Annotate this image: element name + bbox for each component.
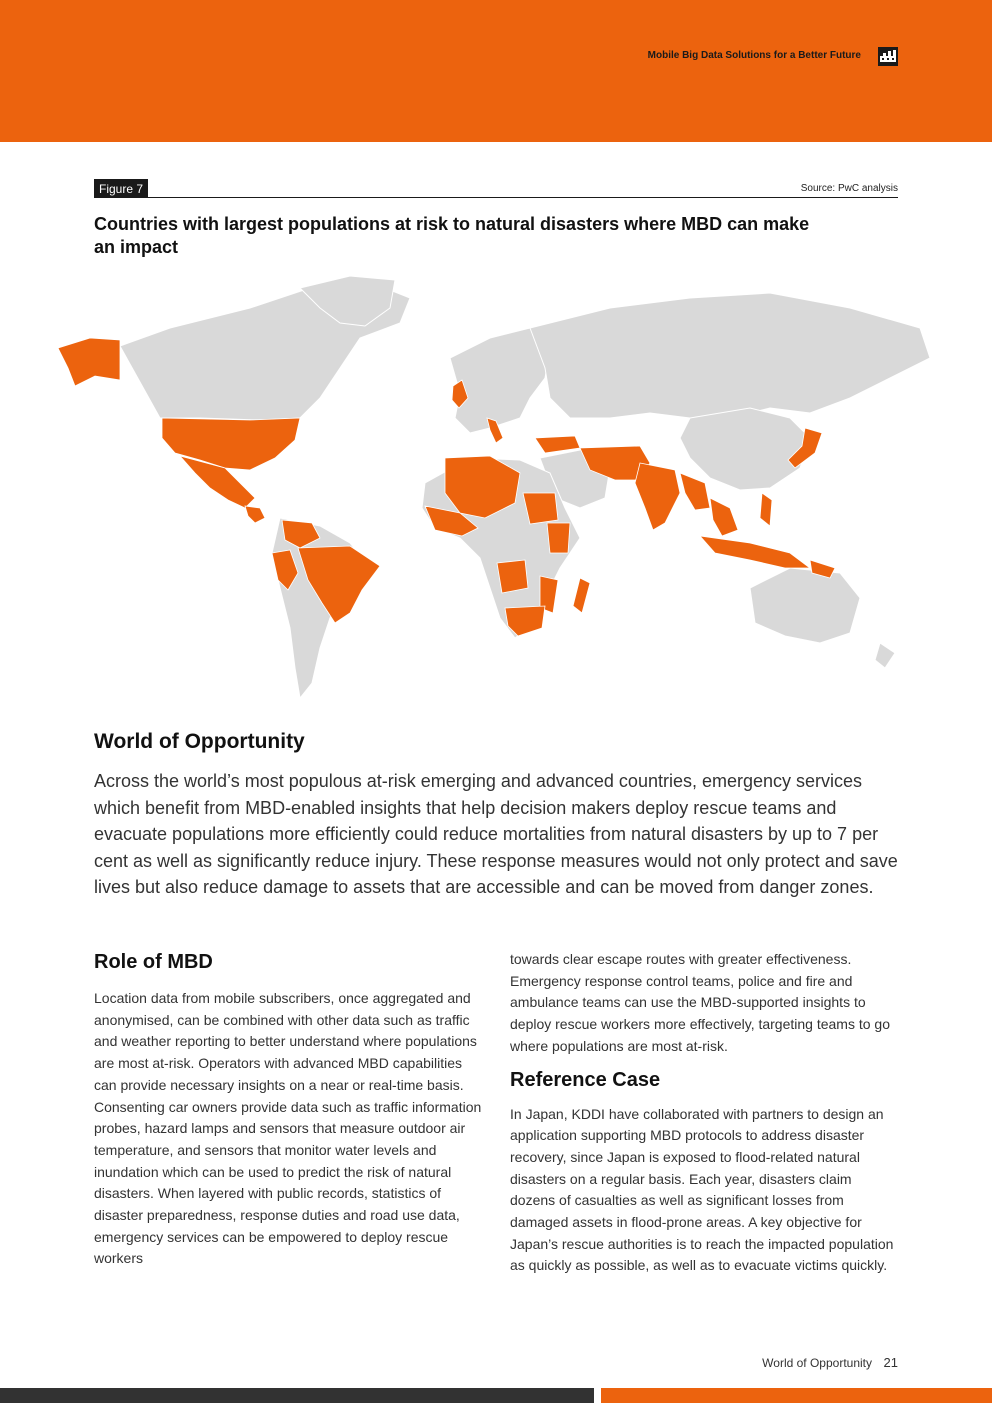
footer-bar-dark [0,1388,594,1403]
map-philippines [760,493,772,526]
map-ethiopia-kenya [547,523,570,553]
header-band [0,0,992,142]
page-number: 21 [883,1355,898,1370]
figure-title: Countries with largest populations at risk to natural disasters where MBD can make an impact [94,214,810,257]
footer-bar-orange [601,1388,992,1403]
map-new-zealand [875,643,895,668]
reference-body: In Japan, KDDI have collaborated with partners to design an application supporting MBD protocols to address disaster recovery, since Japan is exposed to flood-related natural disasters on a regular basis. Each year, disasters claim dozens of casualties as well as significant losses from damaged assets in flood-prone areas. A key objective for Japan’s rescue authorities is to reach the impacted population as quickly as possible, as well as to evacuate victims quickly. [510,1105,894,1274]
map-russia [530,293,930,418]
map-europe [450,328,550,433]
role-column [94,950,484,1270]
map-southeast-asia [710,498,738,536]
right-column [510,949,900,1277]
map-australia [750,568,860,643]
figure-tag: Figure 7 [94,179,148,198]
map-indonesia [700,536,810,568]
header-title: Mobile Big Data Solutions for a Better Future [647,50,861,61]
map-bangladesh-myanmar [680,473,710,510]
world-heading: World of Opportunity [94,730,305,753]
role-heading: Role of MBD [94,951,213,973]
figure-rule [94,197,898,198]
reference-heading: Reference Case [510,1068,661,1091]
world-lead: Across the world’s most populous at-risk emerging and advanced countries, emergency services which benefit from MBD-enabled insights that help decision makers deploy rescue teams and evacuate populations more efficiently could reduce mortalities from natural disasters by up to 7 per cent as well as significantly reduce injury. These response measures would not only protect and save lives but also reduce damage to assets that are accessible and can be moved from danger zones. [94,771,898,898]
map-china [680,408,810,490]
map-usa [162,418,300,470]
map-angola [497,560,528,593]
map-central-america [245,506,265,523]
role-body-left: Location data from mobile subscribers, once aggregated and anonymised, can be combined with other data such as traffic and weather reporting to better understand where populations are most at-risk. Operators with advanced MBD capabilities can provide necessary insights on a near or real-time basis. Consenting car owners provide data such as traffic information probes, hazard lamps and sensors that measure outdoor air temperature, and sensors that monitor water levels and inundation which can be used to predict the risk of natural disasters. When layered with public records, statistics of disaster preparedness, response duties and road use data, emergency services can be empowered to deploy rescue workers [94,990,482,1267]
world-risk-map [50,268,950,708]
map-south-america [272,518,370,698]
brand-logo-icon [878,47,898,66]
map-madagascar [573,578,590,613]
role-body-right: towards clear escape routes with greater effectiveness. Emergency response control teams, police and fire and ambulance teams can use the MBD-supported insights to deploy rescue workers more effectively, targeting teams to go where populations are most at-risk. [510,951,890,1054]
figure-source: Source: PwC analysis [800,183,898,194]
map-turkey [535,436,580,453]
map-alaska [58,338,120,386]
footer-section-label: World of Opportunity [762,1356,872,1370]
map-india [635,463,680,530]
